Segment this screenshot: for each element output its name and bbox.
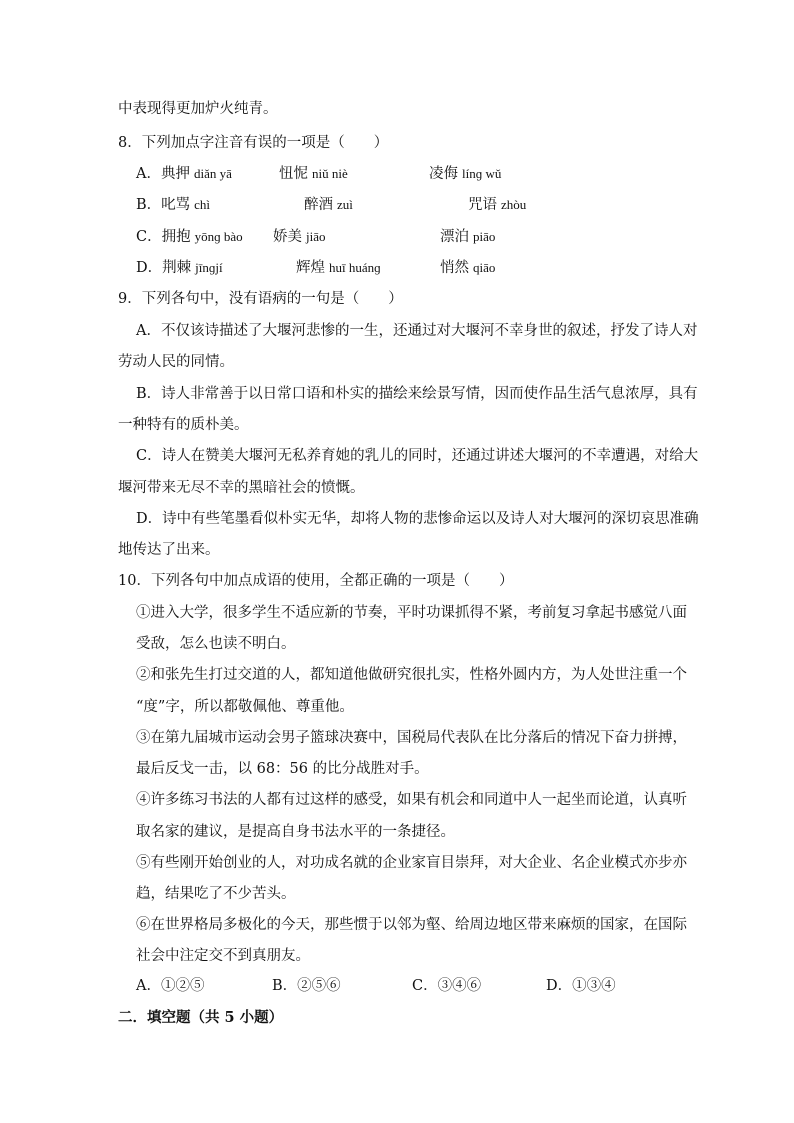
q8-option-b-1-word: B．叱骂 <box>136 197 191 213</box>
q8-option-a-2-word: 忸怩 <box>279 166 308 182</box>
q10-line: ⑤有些刚开始创业的人，对功成名就的企业家盲目崇拜，对大企业、名企业模式亦步亦 <box>136 855 687 871</box>
q10-line: ①进入大学，很多学生不适应新的节奏，平时功课抓得不紧，考前复习拿起书感觉八面 <box>136 605 687 621</box>
q8-option-a-3 <box>429 164 501 184</box>
question-10-stem: 10．下列各句中加点成语的使用，全都正确的一项是（ ） <box>118 573 514 589</box>
q8-option-d-3 <box>440 258 495 278</box>
q8-option-a-1 <box>136 164 232 184</box>
q8-option-c-2 <box>273 227 326 247</box>
q8-option-b-3-word: 咒语 <box>468 197 497 213</box>
q10-option-d: D．①③④ <box>546 978 616 994</box>
q8-option-c-2-pinyin: jiāo <box>306 229 326 244</box>
q10-line: 受敌，怎么也读不明白。 <box>136 636 296 652</box>
q8-option-d-2-word: 辉煌 <box>296 260 325 276</box>
q9-line: D．诗中有些笔墨看似朴实无华，却将人物的悲惨命运以及诗人对大堰河的深切哀思准确 <box>136 511 699 527</box>
q8-option-c-1-word: C．拥抱 <box>136 229 191 245</box>
section-heading: 二．填空题（共 5 小题） <box>118 1009 284 1026</box>
question-8-stem: 8．下列加点字注音有误的一项是（ ） <box>118 135 389 151</box>
q8-option-c-1-pinyin: yōnɡ bào <box>194 229 243 244</box>
q8-option-d-2-pinyin: huī huánɡ <box>329 260 381 275</box>
q8-option-b-2 <box>304 195 353 215</box>
q8-option-c-3-word: 漂泊 <box>440 229 469 245</box>
q8-option-a-3-pinyin: línɡ wǔ <box>462 166 502 181</box>
q8-option-c-2-word: 娇美 <box>273 229 302 245</box>
q8-option-a-1-word: A．典押 <box>136 166 190 182</box>
q10-line: ⑥在世界格局多极化的今天，那些惯于以邻为壑、给周边地区带来麻烦的国家，在国际 <box>136 917 687 933</box>
q9-line: 一种特有的质朴美。 <box>118 417 249 433</box>
continuation-text: 中表现得更加炉火纯青。 <box>118 101 278 117</box>
q8-option-d-1-pinyin: jīnɡjí <box>195 260 223 275</box>
q8-option-d-1 <box>136 258 223 278</box>
q10-line: ③在第九届城市运动会男子篮球决赛中，国税局代表队在比分落后的情况下奋力拼搏， <box>136 730 687 746</box>
q8-option-a-3-word: 凌侮 <box>429 166 458 182</box>
q8-option-a-2-pinyin: niǔ niè <box>312 166 348 181</box>
q8-option-d-3-word: 悄然 <box>440 260 469 276</box>
q10-line: ④许多练习书法的人都有过这样的感受，如果有机会和同道中人一起坐而论道，认真听 <box>136 792 687 808</box>
q8-option-d-1-word: D．荆棘 <box>136 260 192 276</box>
q8-option-a-2 <box>279 164 348 184</box>
q8-option-d-2 <box>296 258 381 278</box>
q8-option-b-3 <box>468 195 526 215</box>
q9-line: A．不仅该诗描述了大堰河悲惨的一生，还通过对大堰河不幸身世的叙述，抒发了诗人对 <box>136 323 698 339</box>
q9-line: C．诗人在赞美大堰河无私养育她的乳儿的同时，还通过讲述大堰河的不幸遭遇，对给大 <box>136 448 699 464</box>
q10-line: “度”字，所以都敬佩他、尊重他。 <box>136 699 354 715</box>
q8-option-b-2-pinyin: zuì <box>337 197 353 212</box>
q8-option-a-1-pinyin: diǎn yā <box>193 166 232 181</box>
q10-line: 社会中注定交不到真朋友。 <box>136 948 310 964</box>
q10-line: 取名家的建议，是提高自身书法水平的一条捷径。 <box>136 824 455 840</box>
q8-option-b-1-pinyin: chì <box>194 197 211 212</box>
q9-line: B．诗人非常善于以日常口语和朴实的描绘来绘景写情，因而使作品生活气息浓厚，具有 <box>136 386 698 402</box>
q10-option-c: C．③④⑥ <box>412 978 482 994</box>
q10-option-a: A．①②⑤ <box>136 978 205 994</box>
q8-option-c-3 <box>440 227 495 247</box>
q9-line: 堰河带来无尽不幸的黑暗社会的愤慨。 <box>118 480 365 496</box>
q10-line: 趋，结果吃了不少苦头。 <box>136 886 296 902</box>
q8-option-b-1 <box>136 195 210 215</box>
q10-line: ②和张先生打过交道的人，都知道他做研究很扎实，性格外圆内方，为人处世注重一个 <box>136 667 687 683</box>
q9-line: 劳动人民的同情。 <box>118 354 234 370</box>
q8-option-c-1 <box>136 227 243 247</box>
q8-option-b-3-pinyin: zhòu <box>501 197 527 212</box>
q8-option-d-3-pinyin: qiāo <box>473 260 496 275</box>
question-9-stem: 9．下列各句中，没有语病的一句是（ ） <box>118 291 403 307</box>
q10-line: 最后反戈一击，以 68：56 的比分战胜对手。 <box>136 761 429 777</box>
q8-option-b-2-word: 醉酒 <box>304 197 333 213</box>
q10-option-b: B．②⑤⑥ <box>272 978 341 994</box>
q8-option-c-3-pinyin: piāo <box>473 229 496 244</box>
q9-line: 地传达了出来。 <box>118 542 220 558</box>
